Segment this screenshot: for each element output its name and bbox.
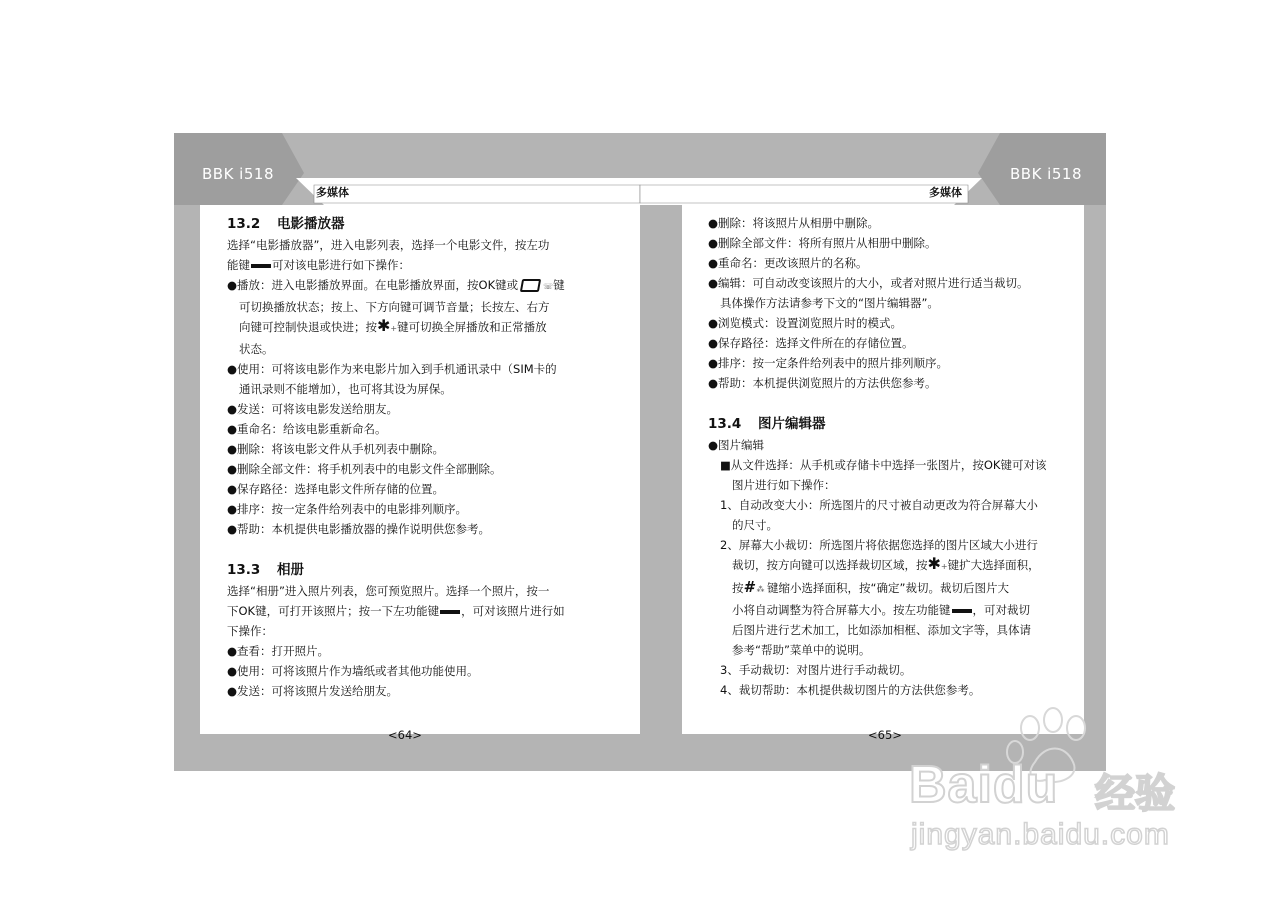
- list-item: ●删除全部文件：将手机列表中的电影文件全部删除。: [227, 462, 502, 476]
- heading-13-4: 13.4 图片编辑器: [708, 416, 826, 432]
- numbered-item-cont: 参考“帮助”菜单中的说明。: [732, 643, 871, 657]
- watermark-cn: 经验: [1095, 771, 1175, 817]
- left-softkey-icon: [440, 610, 460, 614]
- heading-13-2: 13.2 电影播放器: [227, 216, 345, 232]
- heading-13-3: 13.3 相册: [227, 562, 304, 578]
- list-item: ■从文件选择：从手机或存储卡中选择一张图片，按OK键可对该: [720, 458, 1047, 472]
- list-item-cont: 状态。: [239, 342, 274, 356]
- list-item-cont: 向键可控制快退或快进；按✱+键可切换全屏播放和正常播放: [239, 316, 547, 335]
- list-item: ●保存路径：选择电影文件所存储的位置。: [227, 482, 445, 496]
- star-key-icon: ✱: [377, 316, 391, 335]
- page-number-right: <65>: [868, 728, 902, 742]
- brand-right: BBK i518: [1010, 165, 1082, 183]
- list-item: ●删除：将该照片从相册中删除。: [708, 216, 880, 230]
- list-item: ●图片编辑: [708, 438, 765, 452]
- list-item: ●排序：按一定条件给列表中的电影排列顺序。: [227, 502, 468, 516]
- list-item: ●发送：可将该照片发送给朋友。: [227, 684, 399, 698]
- watermark-brand: Baidu: [909, 756, 1059, 814]
- list-item-cont: 可切换播放状态；按上、下方向键可调节音量；长按左、右方: [239, 300, 550, 314]
- list-item: ●删除：将该电影文件从手机列表中删除。: [227, 442, 445, 456]
- list-item: ●发送：可将该电影发送给朋友。: [227, 402, 399, 416]
- numbered-item-cont: 的尺寸。: [732, 518, 778, 532]
- rounded-rect-key-icon: [520, 279, 541, 292]
- list-item: ●重命名：更改该照片的名称。: [708, 256, 868, 270]
- paragraph: 选择“相册”进入照片列表，您可预览照片。选择一个照片，按一: [227, 584, 550, 598]
- numbered-item: 4、裁切帮助：本机提供裁切图片的方法供您参考。: [720, 683, 981, 697]
- paragraph: 能键 可对该电影进行如下操作：: [227, 258, 410, 272]
- list-item: ●排序：按一定条件给列表中的照片排列顺序。: [708, 356, 949, 370]
- list-item: ●帮助：本机提供电影播放器的操作说明供您参考。: [227, 522, 491, 536]
- left-softkey-icon: [952, 609, 972, 613]
- star-key-icon: ✱: [927, 554, 941, 573]
- numbered-item-cont: 后图片进行艺术加工，比如添加相框、添加文字等，具体请: [732, 623, 1031, 637]
- key-glyph-icon: ☏: [543, 282, 554, 291]
- numbered-item: 1、自动改变大小：所选图片的尺寸被自动更改为符合屏幕大小: [720, 498, 1038, 512]
- numbered-item-cont: 裁切，按方向键可以选择裁切区域，按✱+键扩大选择面积，: [732, 554, 1040, 573]
- watermark-url: jingyan.baidu.com: [911, 818, 1170, 851]
- paragraph: 下操作：: [227, 624, 273, 638]
- numbered-item: 3、手动裁切：对图片进行手动裁切。: [720, 663, 912, 677]
- list-item: ●重命名：给该电影重新命名。: [227, 422, 387, 436]
- list-item: ●使用：可将该照片作为墙纸或者其他功能使用。: [227, 664, 479, 678]
- hash-key-icon: #: [743, 578, 754, 596]
- right-page-content: [708, 213, 1068, 700]
- numbered-item-cont: 按# ⁂ 键缩小选择面积，按“确定”裁切。裁切后图片大: [732, 578, 1009, 596]
- list-item: ●播放：进入电影播放界面。在电影播放界面，按OK键或 ☏键: [227, 278, 565, 292]
- left-page-content: [227, 213, 617, 701]
- book-spread: [174, 133, 1106, 771]
- list-item-cont: 图片进行如下操作：: [732, 478, 836, 492]
- numbered-item-cont: 小将自动调整为符合屏幕大小。按左功能键 ，可对裁切: [732, 603, 1030, 617]
- section-title-left: 多媒体: [316, 186, 349, 199]
- left-softkey-icon: [251, 264, 271, 268]
- paragraph: 下OK键，可打开该照片；按一下左功能键 ，可对该照片进行如: [227, 604, 565, 618]
- list-item-cont: 通讯录则不能增加），也可将其设为屏保。: [239, 382, 452, 396]
- header-decoration: [174, 133, 1106, 213]
- baidu-watermark: [905, 700, 1205, 860]
- numbered-item: 2、屏幕大小裁切：所选图片将依据您选择的图片区域大小进行: [720, 538, 1038, 552]
- list-item: ●使用：可将该电影作为来电影片加入到手机通讯录中（SIM卡的: [227, 362, 557, 376]
- brand-left: BBK i518: [202, 165, 274, 183]
- paragraph: 选择“电影播放器”，进入电影列表，选择一个电影文件，按左功: [227, 238, 550, 252]
- list-item: ●浏览模式：设置浏览照片时的模式。: [708, 316, 903, 330]
- list-item: ●删除全部文件：将所有照片从相册中删除。: [708, 236, 937, 250]
- list-item: ●帮助：本机提供浏览照片的方法供您参考。: [708, 376, 937, 390]
- list-item-cont: 具体操作方法请参考下文的“图片编辑器”。: [720, 296, 939, 310]
- list-item: ●保存路径：选择文件所在的存储位置。: [708, 336, 914, 350]
- list-item: ●查看：打开照片。: [227, 644, 330, 658]
- section-title-right: 多媒体: [929, 186, 962, 199]
- list-item: ●编辑：可自动改变该照片的大小，或者对照片进行适当裁切。: [708, 276, 1029, 290]
- page-number-left: <64>: [388, 728, 422, 742]
